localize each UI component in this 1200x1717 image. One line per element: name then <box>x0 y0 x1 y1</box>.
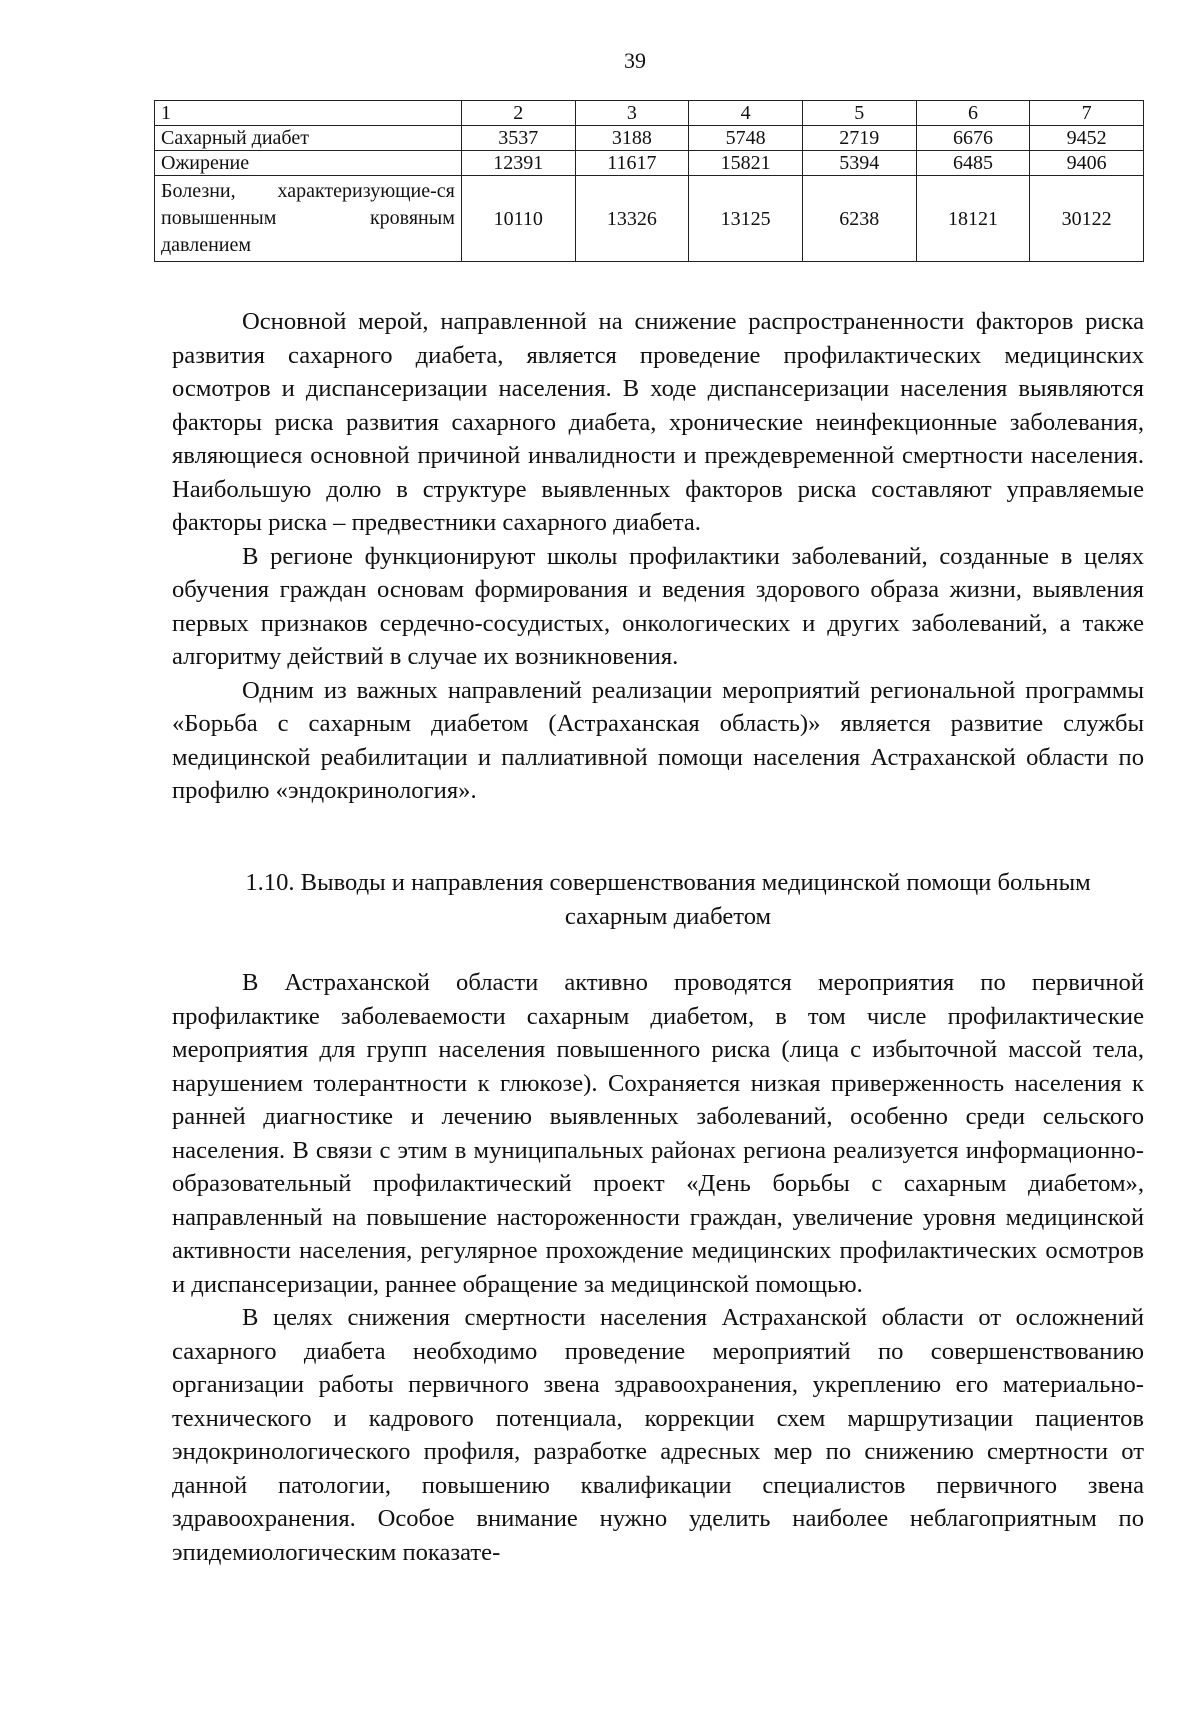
table-header-cell: 5 <box>802 101 916 126</box>
table-cell: 9452 <box>1030 126 1144 151</box>
table-row <box>155 151 1144 176</box>
table-row <box>155 126 1144 151</box>
table-cell: 2719 <box>802 126 916 151</box>
table-cell: 12391 <box>461 151 575 176</box>
row-label: Ожирение <box>155 151 462 176</box>
paragraph: Основной мерой, направленной на снижение распространенности факторов риска развития сахарного диабета, является проведение профилактических медицинских осмотров и диспансеризации населения. В ходе диспансеризации населения выявляются факторы риска развития сахарного диабета, хронические неинфекционные заболевания, являющиеся основной причиной инвалидности и преждевременной смертности населения. Наибольшую долю в структуре выявленных факторов риска составляют управляемые факторы риска – предвестники сахарного диабета. <box>172 308 1144 536</box>
paragraph: В Астраханской области активно проводятся мероприятия по первичной профилактике заболеваемости сахарным диабетом, в том числе профилактические мероприятия для групп населения повышенного риска (лица с избыточной массой тела, нарушением толерантности к глюкозе). Сохраняется низкая приверженность населения к ранней диагностике и лечению выявленных заболеваний, особенно среди сельского населения. В связи с этим в муниципальных районах региона реализуется информационно-образовательный профилактический проект «День борьбы с сахарным диабетом», направленный на повышение настороженности граждан, увеличение уровня медицинской активности населения, регулярное прохождение медицинских профилактических осмотров и диспансеризации, раннее обращение за медицинской помощью. <box>172 969 1144 1298</box>
table-cell: 6485 <box>916 151 1030 176</box>
table-cell: 6676 <box>916 126 1030 151</box>
statistics-table <box>154 100 1144 262</box>
table-cell: 3188 <box>575 126 689 151</box>
table-cell: 13326 <box>575 176 689 262</box>
table-cell: 5394 <box>802 151 916 176</box>
table-cell: 13125 <box>689 176 803 262</box>
table-header-cell: 2 <box>461 101 575 126</box>
body-text-after-heading <box>172 966 1144 1569</box>
table-cell: 3537 <box>461 126 575 151</box>
page-number: 39 <box>624 48 646 73</box>
table-cell: 30122 <box>1030 176 1144 262</box>
paragraph: В целях снижения смертности населения Астраханской области от осложнений сахарного диабета необходимо проведение мероприятий по совершенствованию организации работы первичного звена здравоохранения, укреплению его материально-технического и кадрового потенциала, коррекции схем маршрутизации пациентов эндокринологического профиля, разработке адресных мер по снижению смертности от данной патологии, повышению квалификации специалистов первичного звена здравоохранения. Особое внимание нужно уделить наиболее неблагоприятным по эпидемиологическим показате- <box>172 1304 1144 1566</box>
table-cell: 15821 <box>689 151 803 176</box>
table-header-cell: 3 <box>575 101 689 126</box>
row-label: Сахарный диабет <box>155 126 462 151</box>
table-cell: 18121 <box>916 176 1030 262</box>
paragraph: Одним из важных направлений реализации мероприятий региональной программы «Борьба с сахарным диабетом (Астраханская область)» является развитие службы медицинской реабилитации и паллиативной помощи населения Астраханской области по профилю «эндокринология». <box>172 676 1144 804</box>
table-cell: 10110 <box>461 176 575 262</box>
section-heading: 1.10. Выводы и направления совершенствования медицинской помощи больным сахарным диабетом <box>245 869 1091 930</box>
table-cell: 11617 <box>575 151 689 176</box>
table-header-cell: 6 <box>916 101 1030 126</box>
table-row <box>155 176 1144 262</box>
table-header-cell: 1 <box>155 101 462 126</box>
table-header-cell: 7 <box>1030 101 1144 126</box>
table-header-row <box>155 101 1144 126</box>
row-label: Болезни, характеризующие-ся повышенным кровяным давлением <box>155 176 462 262</box>
table-cell: 6238 <box>802 176 916 262</box>
paragraph: В регионе функционируют школы профилактики заболеваний, созданные в целях обучения граждан основам формирования и ведения здорового образа жизни, выявления первых признаков сердечно-сосудистых, онкологических и других заболеваний, а также алгоритму действий в случае их возникновения. <box>172 542 1144 670</box>
table-cell: 5748 <box>689 126 803 151</box>
table-header-cell: 4 <box>689 101 803 126</box>
body-text-before-heading <box>172 305 1144 808</box>
table-cell: 9406 <box>1030 151 1144 176</box>
